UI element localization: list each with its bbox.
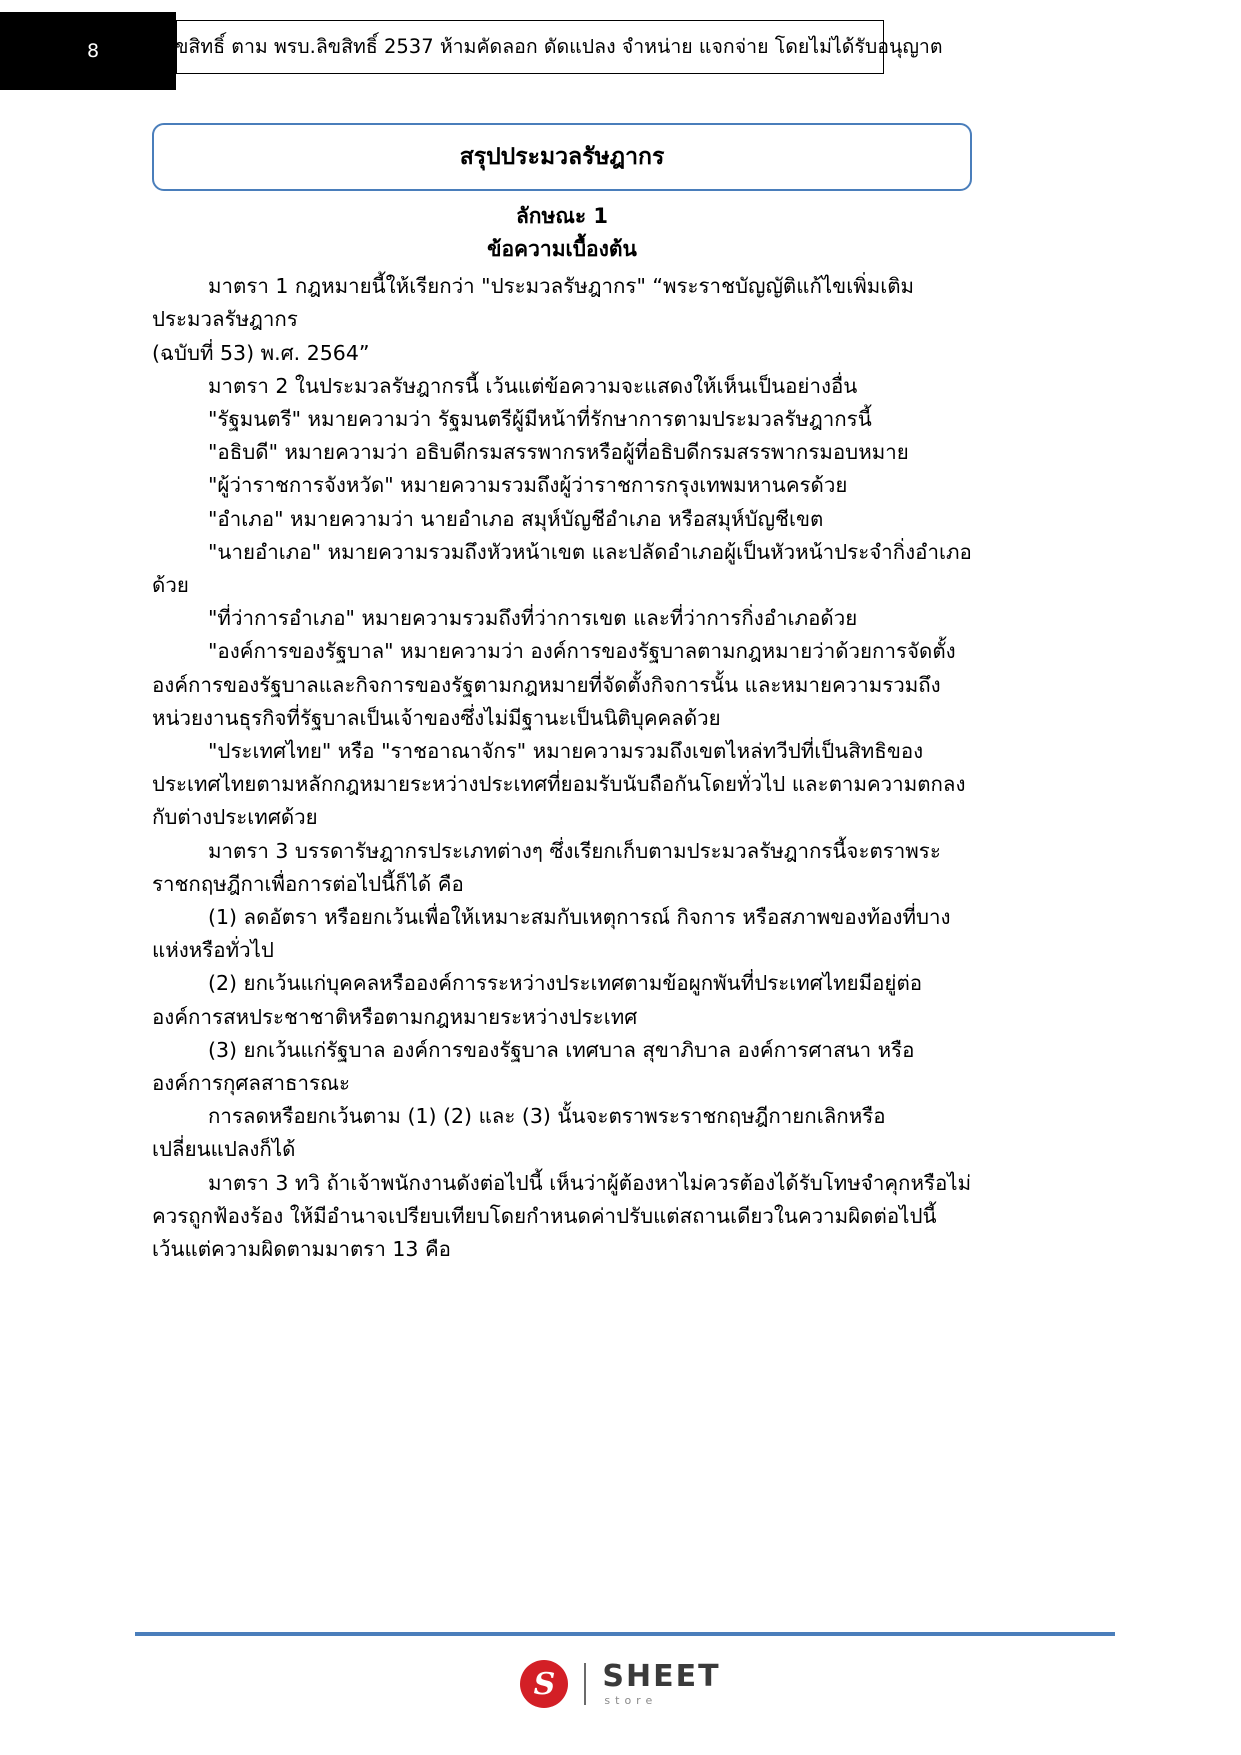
sheet-store-logo-icon: S <box>520 1660 568 1708</box>
paragraph: (1) ลดอัตรา หรือยกเว้นเพื่อให้เหมาะสมกับเหตุการณ์ กิจการ หรือสภาพของท้องที่บางแห่งหรือทั่วไป <box>152 904 951 963</box>
paragraph: (ฉบับที่ 53) พ.ศ. 2564” <box>152 340 370 365</box>
paragraph: มาตรา 3 บรรดารัษฎากรประเภทต่างๆ ซึ่งเรียกเก็บตามประมวลรัษฎากรนี้จะตราพระราชกฤษฎีกาเพื่อการต่อไปนี้ก็ได้ คือ <box>152 838 941 896</box>
brand-wordmark <box>602 1659 721 1707</box>
document-title-box <box>152 123 972 191</box>
section-heading-2: ข้อความเบื้องต้น <box>487 236 637 261</box>
paragraph: "ประเทศไทย" หรือ "ราชอาณาจักร" หมายความรวมถึงเขตไหล่ทวีปที่เป็นสิทธิของประเทศไทยตามหลักกฎหมายระหว่างประเทศที่ยอมรับนับถือกันโดยทั่วไป และตามความตกลงกับต่างประเทศด้วย <box>152 738 966 830</box>
paragraph: "ที่ว่าการอำเภอ" หมายความรวมถึงที่ว่าการเขต และที่ว่าการกิ่งอำเภอด้วย <box>208 606 858 631</box>
paragraph: "รัฐมนตรี" หมายความว่า รัฐมนตรีผู้มีหน้าที่รักษาการตามประมวลรัษฎากรนี้ <box>208 406 872 431</box>
paragraph: มาตรา 2 ในประมวลรัษฎากรนี้ เว้นแต่ข้อความจะแสดงให้เห็นเป็นอย่างอื่น <box>208 373 858 398</box>
copyright-box <box>117 20 943 74</box>
page-header <box>0 0 1241 100</box>
page-number: 8 <box>86 40 100 62</box>
brand-name: SHEET <box>602 1659 721 1694</box>
paragraph: มาตรา 3 ทวิ ถ้าเจ้าพนักงานดังต่อไปนี้ เห็นว่าผู้ต้องหาไม่ควรต้องได้รับโทษจำคุกหรือไม่ควรถูกฟ้องร้อง ให้มีอำนาจเปรียบเทียบโดยกำหนดค่าปรับแต่สถานเดียวในความผิดต่อไปนี้ เว้นแต่ความผิดตามมาตรา 13 คือ <box>152 1170 972 1261</box>
section-heading-1: ลักษณะ 1 <box>515 204 609 228</box>
copyright-text: สงวนลิขสิทธิ์ ตาม พรบ.ลิขสิทธิ์ 2537 ห้ามคัดลอก ดัดแปลง จำหน่าย แจกจ่าย โดยไม่ได้รับอนุญาต <box>117 35 943 59</box>
paragraph: "อธิบดี" หมายความว่า อธิบดีกรมสรรพากรหรือผู้ที่อธิบดีกรมสรรพากรมอบหมาย <box>208 440 909 465</box>
paragraph: "ผู้ว่าราชการจังหวัด" หมายความรวมถึงผู้ว่าราชการกรุงเทพมหานครด้วย <box>208 473 848 498</box>
paragraph: (2) ยกเว้นแก่บุคคลหรือองค์การระหว่างประเทศตามข้อผูกพันที่ประเทศไทยมีอยู่ต่อองค์การสหประชาชาติหรือตามกฎหมายระหว่างประเทศ <box>152 971 923 1029</box>
brand-subtitle: store <box>604 1694 658 1707</box>
logo-divider <box>584 1663 586 1705</box>
footer-logo <box>0 1660 1241 1708</box>
paragraph: มาตรา 1 กฎหมายนี้ให้เรียกว่า "ประมวลรัษฎากร" “พระราชบัญญัติแก้ไขเพิ่มเติมประมวลรัษฎากร <box>152 274 915 332</box>
paragraph: "นายอำเภอ" หมายความรวมถึงหัวหน้าเขต และปลัดอำเภอผู้เป็นหัวหน้าประจำกิ่งอำเภอด้วย <box>152 539 972 597</box>
document-body <box>152 200 972 1266</box>
footer-divider <box>135 1632 1115 1636</box>
paragraph: "องค์การของรัฐบาล" หมายความว่า องค์การของรัฐบาลตามกฎหมายว่าด้วยการจัดตั้งองค์การของรัฐบาลและกิจการของรัฐตามกฎหมายที่จัดตั้งกิจการนั้น และหมายความรวมถึงหน่วยงานธุรกิจที่รัฐบาลเป็นเจ้าของซึ่งไม่มีฐานะเป็นนิติบุคคลด้วย <box>152 639 956 730</box>
page-title: สรุปประมวลรัษฎากร <box>459 144 665 170</box>
paragraph: (3) ยกเว้นแก่รัฐบาล องค์การของรัฐบาล เทศบาล สุขาภิบาล องค์การศาสนา หรือองค์การกุศลสาธารณะ <box>152 1037 915 1095</box>
paragraph: "อำเภอ" หมายความว่า นายอำเภอ สมุห์บัญชีอำเภอ หรือสมุห์บัญชีเขต <box>208 506 824 531</box>
paragraph: การลดหรือยกเว้นตาม (1) (2) และ (3) นั้นจะตราพระราชกฤษฎีกายกเลิกหรือเปลี่ยนแปลงก็ได้ <box>152 1104 886 1162</box>
